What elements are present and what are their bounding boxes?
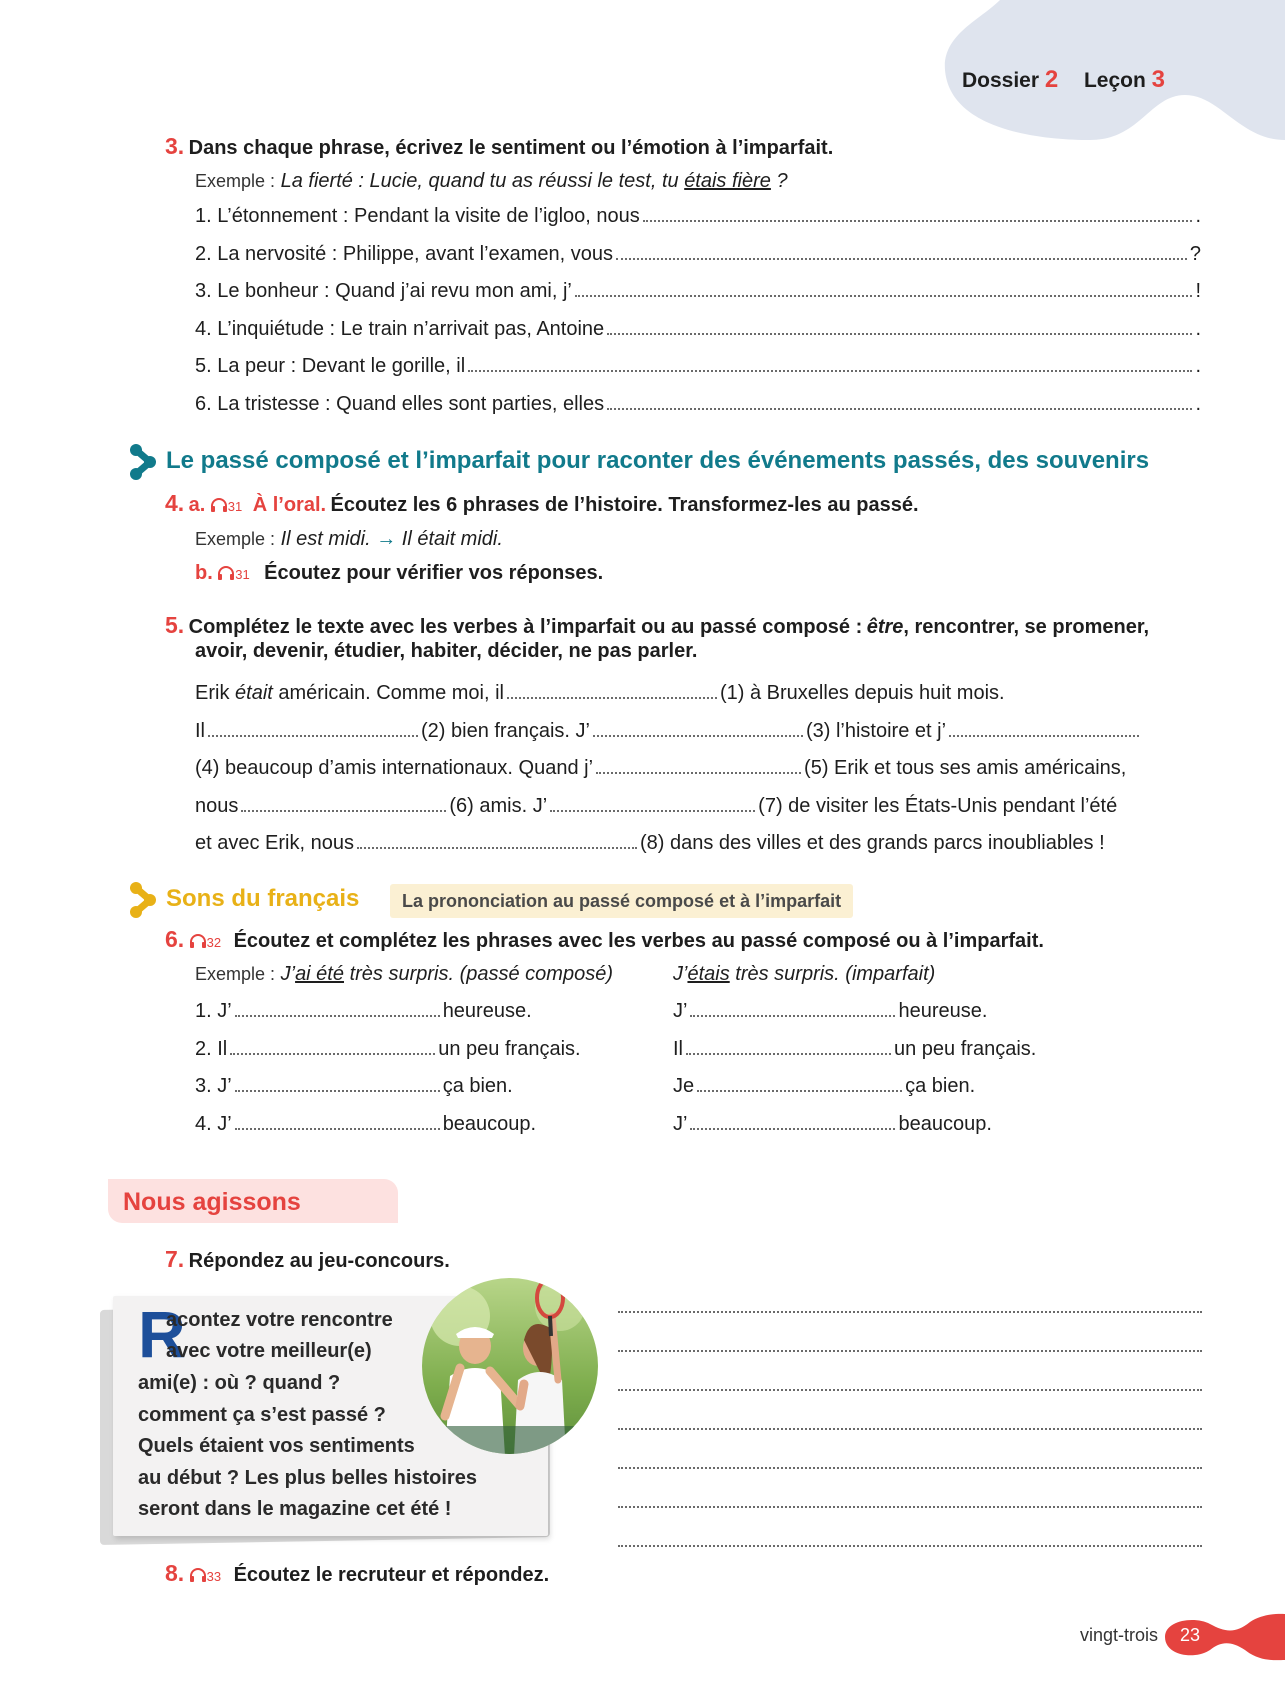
example-label: Exemple : bbox=[195, 964, 276, 984]
row-label: 3. J’ bbox=[195, 1075, 232, 1097]
exercise-8-heading bbox=[165, 1560, 549, 1587]
answer-blank[interactable] bbox=[468, 369, 1192, 372]
answer-line[interactable] bbox=[618, 1544, 1202, 1547]
answer-blank-4[interactable] bbox=[949, 734, 1139, 737]
item-end: . bbox=[1195, 355, 1201, 377]
card-line: ami(e) : où ? quand ? bbox=[138, 1372, 341, 1394]
table-row bbox=[195, 1075, 1095, 1113]
example-end: ? bbox=[776, 170, 788, 192]
exercise-instruction: Écoutez pour vérifier vos réponses. bbox=[264, 562, 604, 584]
example-label: Exemple : bbox=[195, 171, 276, 191]
chevron-bullet-icon bbox=[128, 442, 158, 482]
row-end: ça bien. bbox=[905, 1075, 976, 1097]
item-text: 5. La peur : Devant le gorille, il bbox=[195, 355, 466, 377]
page-number: 23 bbox=[1180, 1625, 1201, 1645]
exercise-instruction: Écoutez le recruteur et répondez. bbox=[233, 1564, 550, 1586]
answer-line[interactable] bbox=[618, 1310, 1202, 1313]
answer-blank[interactable] bbox=[235, 1127, 440, 1130]
answer-blank-8[interactable] bbox=[357, 846, 637, 849]
text-line bbox=[195, 682, 1180, 720]
list-item bbox=[195, 205, 1201, 243]
lecon-number: 3 bbox=[1151, 66, 1165, 93]
text-segment: (3) l’histoire et j’ bbox=[805, 719, 947, 742]
exercise-3-example bbox=[195, 170, 788, 193]
chevron-bullet-icon bbox=[128, 880, 158, 920]
text-line bbox=[195, 757, 1180, 795]
exercise-6-example-left bbox=[195, 963, 613, 986]
row-label: 4. J’ bbox=[195, 1112, 232, 1135]
row-label: J’ bbox=[673, 1112, 688, 1135]
example-text: très surpris. (imparfait) bbox=[735, 963, 936, 985]
exercise-3-heading bbox=[165, 133, 833, 160]
section-title-passe-compose-imparfait: Le passé composé et l’imparfait pour raconter des événements passés, des souvenirs bbox=[166, 447, 1150, 474]
headphones-icon[interactable] bbox=[210, 498, 228, 512]
dossier-label: Dossier bbox=[962, 69, 1040, 92]
oral-label: À l’oral. bbox=[252, 494, 327, 516]
example-text: très surpris. (passé composé) bbox=[349, 963, 613, 985]
exercise-3-list bbox=[195, 205, 1201, 430]
text-segment: nous bbox=[195, 794, 239, 817]
example-answer: Il était midi. bbox=[401, 528, 503, 550]
text-segment: Il bbox=[195, 719, 205, 742]
section-title-nous-agissons: Nous agissons bbox=[123, 1188, 301, 1216]
card-line: au début ? Les plus belles histoires bbox=[138, 1466, 477, 1489]
tennis-players-photo bbox=[420, 1276, 600, 1456]
headphones-icon[interactable] bbox=[189, 1568, 207, 1582]
text-line bbox=[195, 832, 1180, 870]
table-row bbox=[195, 1000, 1095, 1038]
exercise-instruction: Complétez le texte avec les verbes à l’imparfait ou au passé composé : bbox=[188, 616, 863, 638]
row-label: 2. Il bbox=[195, 1037, 228, 1060]
exercise-6-heading bbox=[165, 926, 1044, 953]
exercise-number: 5. bbox=[165, 612, 185, 638]
exercise-instruction-cont: , rencontrer, se promener, bbox=[903, 616, 1150, 638]
list-item bbox=[195, 393, 1201, 431]
exercise-instruction: Écoutez et complétez les phrases avec les verbes au passé composé ou à l’imparfait. bbox=[233, 930, 1044, 952]
answer-line[interactable] bbox=[618, 1349, 1202, 1352]
exercise-7-answer-lines bbox=[618, 1310, 1202, 1583]
example-label: Exemple : bbox=[195, 529, 276, 549]
table-row bbox=[195, 1113, 1095, 1151]
text-segment-italic: était bbox=[235, 682, 273, 704]
text-segment: Erik bbox=[195, 682, 230, 704]
answer-line[interactable] bbox=[618, 1505, 1202, 1508]
item-end: ? bbox=[1189, 242, 1201, 265]
answer-blank[interactable] bbox=[690, 1127, 895, 1130]
answer-blank[interactable] bbox=[235, 1014, 440, 1017]
item-end: . bbox=[1195, 317, 1201, 340]
example-text: J’ bbox=[280, 963, 296, 985]
page-number-word: vingt-trois bbox=[1080, 1625, 1159, 1645]
answer-blank[interactable] bbox=[690, 1014, 895, 1017]
text-segment: et avec Erik, nous bbox=[195, 832, 354, 854]
exercise-instruction-verb: être bbox=[866, 616, 904, 638]
answer-blank-5[interactable] bbox=[596, 771, 801, 774]
text-line bbox=[195, 795, 1180, 833]
lecon-label: Leçon bbox=[1083, 69, 1146, 92]
exercise-number: 6. bbox=[165, 926, 185, 952]
text-segment: (4) beaucoup d’amis internationaux. Quand j’ bbox=[195, 757, 594, 779]
part-label: b. bbox=[195, 562, 213, 584]
item-text: 6. La tristesse : Quand elles sont parties, elles bbox=[195, 392, 605, 415]
drop-cap: R bbox=[138, 1297, 186, 1371]
answer-blank[interactable] bbox=[575, 294, 1193, 297]
exercise-6-example-right bbox=[673, 963, 935, 986]
text-segment: (7) de visiter les États-Unis pendant l’été bbox=[758, 794, 1118, 817]
answer-blank[interactable] bbox=[616, 257, 1187, 260]
exercise-instruction: Dans chaque phrase, écrivez le sentiment ou l’émotion à l’imparfait. bbox=[188, 137, 834, 159]
answer-blank-2[interactable] bbox=[208, 734, 418, 737]
item-end: . bbox=[1195, 392, 1201, 415]
card-line: seront dans le magazine cet été ! bbox=[138, 1498, 452, 1520]
audio-track-number: 32 bbox=[206, 935, 222, 950]
item-text: 4. L’inquiétude : Le train n’arrivait pas, Antoine bbox=[195, 317, 605, 340]
answer-blank-1[interactable] bbox=[507, 696, 717, 699]
row-end: un peu français. bbox=[894, 1037, 1037, 1060]
exercise-5-text bbox=[195, 682, 1180, 870]
exercise-6-rows bbox=[195, 1000, 1095, 1150]
dossier-number: 2 bbox=[1044, 66, 1059, 93]
part-label: a. bbox=[188, 494, 206, 516]
headphones-icon[interactable] bbox=[217, 566, 235, 580]
text-segment: (1) à Bruxelles depuis huit mois. bbox=[720, 682, 1005, 704]
text-segment: (8) dans des villes et des grands parcs inoubliables ! bbox=[639, 832, 1105, 854]
exercise-4-part-a bbox=[165, 490, 919, 517]
exercise-7-heading bbox=[165, 1246, 450, 1273]
example-answer: ai été bbox=[295, 963, 344, 985]
text-segment: (5) Erik et tous ses amis américains, bbox=[804, 757, 1127, 779]
audio-track-number: 31 bbox=[227, 499, 243, 514]
exercise-5-heading bbox=[165, 612, 1149, 639]
exercise-4-part-b bbox=[195, 562, 603, 585]
list-item bbox=[195, 318, 1201, 356]
answer-blank-3[interactable] bbox=[593, 734, 803, 737]
example-answer: étais fière bbox=[684, 170, 771, 192]
example-text: J’ bbox=[673, 963, 688, 985]
headphones-icon[interactable] bbox=[189, 934, 207, 948]
exercise-number: 4. bbox=[165, 490, 185, 516]
answer-blank-6[interactable] bbox=[241, 809, 446, 812]
list-item bbox=[195, 243, 1201, 281]
section-title-sons-du-francais: Sons du français bbox=[166, 885, 360, 912]
row-label: 1. J’ bbox=[195, 1000, 232, 1022]
exercise-5-instruction-line2: avoir, devenir, étudier, habiter, décider, ne pas parler. bbox=[195, 640, 698, 662]
row-end: heureuse. bbox=[898, 1000, 988, 1022]
text-segment: (6) amis. J’ bbox=[449, 794, 548, 817]
row-end: beaucoup. bbox=[442, 1112, 537, 1135]
item-text: 1. L’étonnement : Pendant la visite de l’igloo, nous bbox=[195, 205, 640, 227]
exercise-number: 3. bbox=[165, 133, 185, 159]
exercise-4-example bbox=[195, 528, 503, 551]
row-label: J’ bbox=[673, 1000, 688, 1022]
exercise-instruction: Répondez au jeu-concours. bbox=[188, 1250, 450, 1272]
audio-track-number: 31 bbox=[235, 567, 250, 582]
answer-blank[interactable] bbox=[643, 219, 1193, 222]
answer-blank[interactable] bbox=[697, 1089, 902, 1092]
answer-line[interactable] bbox=[618, 1427, 1202, 1430]
example-answer: étais bbox=[687, 963, 730, 985]
exercise-instruction: Écoutez les 6 phrases de l’histoire. Transformez-les au passé. bbox=[330, 494, 919, 516]
exercise-number: 8. bbox=[165, 1560, 185, 1586]
example-text: La fierté : Lucie, quand tu as réussi le test, tu bbox=[280, 170, 679, 192]
item-end: . bbox=[1195, 205, 1201, 227]
section-subtitle-badge: La prononciation au passé composé et à l’imparfait bbox=[390, 884, 853, 918]
row-label: Il bbox=[673, 1037, 683, 1060]
answer-blank[interactable] bbox=[230, 1052, 435, 1055]
row-label: Je bbox=[673, 1075, 695, 1097]
text-segment: américain. Comme moi, il bbox=[278, 682, 504, 704]
audio-track-number: 33 bbox=[206, 1569, 222, 1584]
answer-blank-7[interactable] bbox=[550, 809, 755, 812]
table-row bbox=[195, 1038, 1095, 1076]
example-text: Il est midi. bbox=[280, 528, 371, 550]
card-line: avec votre meilleur(e) bbox=[166, 1340, 372, 1362]
item-text: 3. Le bonheur : Quand j’ai revu mon ami, j’ bbox=[195, 280, 572, 302]
card-line: comment ça s’est passé ? bbox=[138, 1403, 386, 1426]
answer-blank[interactable] bbox=[607, 332, 1192, 335]
lesson-header bbox=[962, 66, 1165, 94]
text-segment: (2) bien français. J’ bbox=[421, 719, 590, 742]
exercise-number: 7. bbox=[165, 1246, 185, 1272]
row-end: beaucoup. bbox=[898, 1112, 992, 1135]
answer-blank[interactable] bbox=[607, 407, 1192, 410]
card-line: acontez votre rencontre bbox=[166, 1309, 393, 1331]
item-end: ! bbox=[1195, 280, 1201, 302]
list-item bbox=[195, 355, 1201, 393]
answer-line[interactable] bbox=[618, 1466, 1202, 1469]
row-end: heureuse. bbox=[442, 1000, 532, 1022]
list-item bbox=[195, 280, 1201, 318]
row-end: ça bien. bbox=[442, 1075, 513, 1097]
answer-blank[interactable] bbox=[235, 1089, 440, 1092]
item-text: 2. La nervosité : Philippe, avant l’examen, vous bbox=[195, 242, 614, 265]
card-line: Quels étaient vos sentiments bbox=[138, 1435, 415, 1457]
text-line bbox=[195, 720, 1180, 758]
answer-line[interactable] bbox=[618, 1388, 1202, 1391]
arrow-icon: → bbox=[376, 528, 397, 550]
row-end: un peu français. bbox=[438, 1037, 581, 1060]
answer-blank[interactable] bbox=[686, 1052, 891, 1055]
